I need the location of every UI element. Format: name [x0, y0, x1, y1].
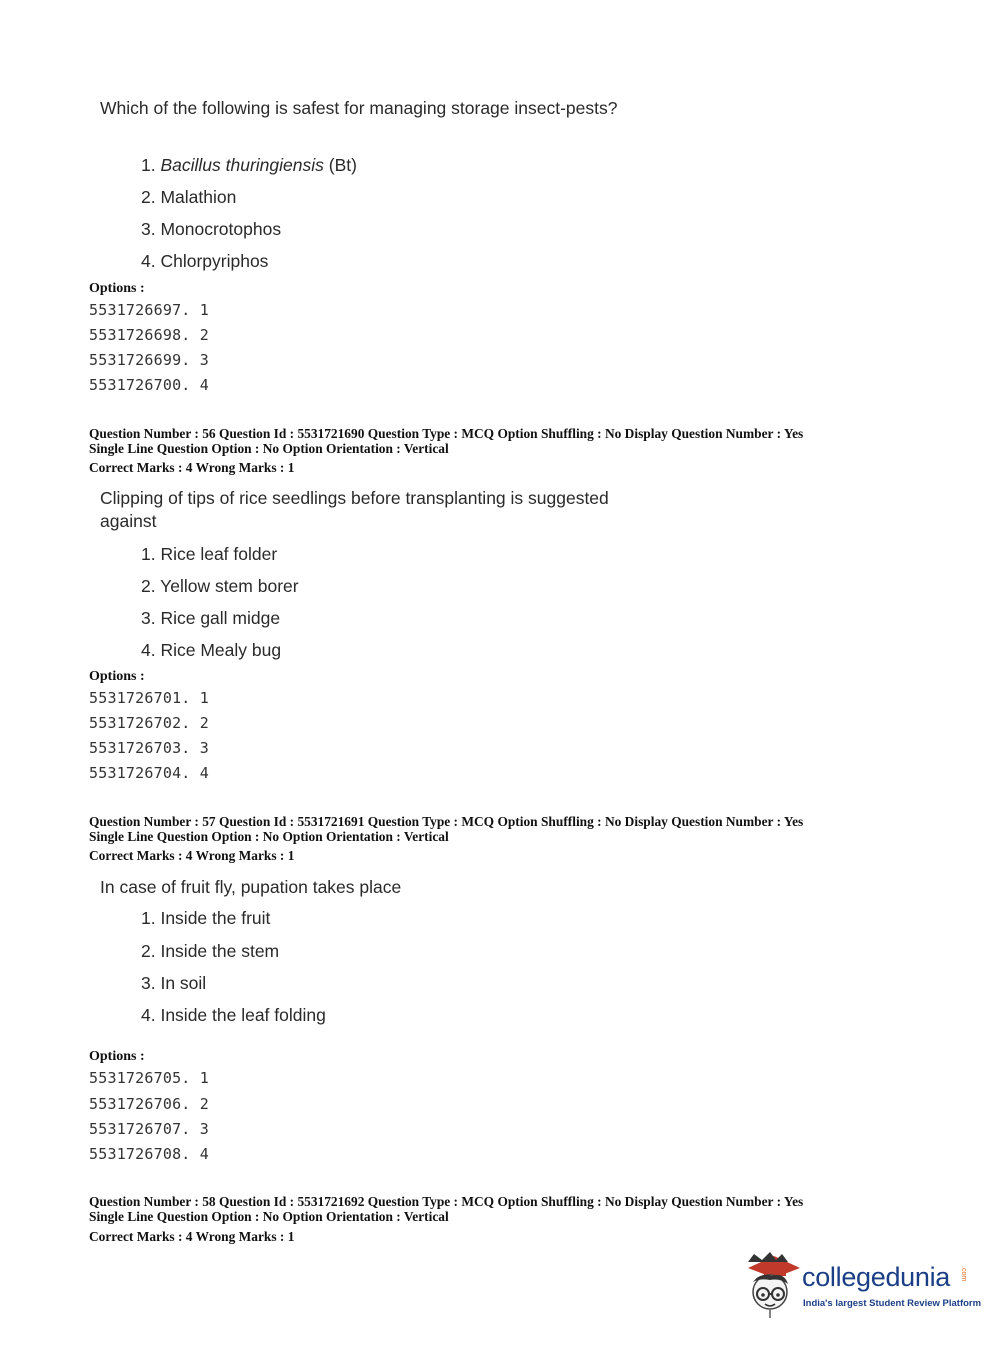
- option-id: 5531726708. 4: [89, 1145, 209, 1163]
- question-meta-line1: Question Number : 57 Question Id : 5531721691 Question Type : MCQ Option Shuffling : No Display Question Number : Yes: [89, 814, 804, 829]
- choice-2: 2. Malathion: [141, 187, 237, 207]
- logo-tagline: India's largest Student Review Platform: [803, 1298, 982, 1309]
- choice-2: 2. Yellow stem borer: [141, 576, 299, 596]
- question-text: Which of the following is safest for managing storage insect-pests?: [100, 98, 618, 118]
- question-text: Clipping of tips of rice seedlings before transplanting is suggested against: [100, 488, 609, 531]
- choice-3: 3. Rice gall midge: [141, 608, 281, 628]
- choice-1: 1. Rice leaf folder: [141, 544, 278, 564]
- option-id: 5531726702. 2: [89, 714, 209, 732]
- question-marks: Correct Marks : 4 Wrong Marks : 1: [89, 848, 295, 863]
- question-meta-line2: Single Line Question Option : No Option Orientation : Vertical: [89, 1209, 449, 1224]
- choice-3: 3. In soil: [141, 973, 207, 993]
- question-marks: Correct Marks : 4 Wrong Marks : 1: [89, 460, 295, 475]
- choice-2: 2. Inside the stem: [141, 941, 280, 961]
- choice-1: 1. Bacillus thuringiensis (Bt): [141, 155, 357, 175]
- mascot-icon: [740, 1250, 802, 1320]
- option-id: 5531726700. 4: [89, 376, 209, 394]
- collegedunia-logo: [740, 1250, 982, 1320]
- option-id: 5531726698. 2: [89, 326, 209, 344]
- question-meta-line2: Single Line Question Option : No Option Orientation : Vertical: [89, 829, 449, 844]
- options-label: Options :: [89, 1049, 145, 1064]
- question-meta-line2: Single Line Question Option : No Option Orientation : Vertical: [89, 441, 449, 456]
- choice-4: 4. Inside the leaf folding: [141, 1005, 326, 1025]
- option-id: 5531726699. 3: [89, 351, 209, 369]
- option-id: 5531726704. 4: [89, 764, 209, 782]
- option-id: 5531726697. 1: [89, 301, 209, 319]
- logo-com: .com: [960, 1266, 967, 1282]
- options-label: Options :: [89, 281, 145, 296]
- logo-wordmark: collegedunia: [802, 1262, 951, 1292]
- options-label: Options :: [89, 669, 145, 684]
- option-id: 5531726705. 1: [89, 1069, 209, 1087]
- choice-1: 1. Inside the fruit: [141, 908, 271, 928]
- choice-4: 4. Rice Mealy bug: [141, 640, 282, 660]
- question-meta-line1: Question Number : 58 Question Id : 5531721692 Question Type : MCQ Option Shuffling : No Display Question Number : Yes: [89, 1194, 804, 1209]
- question-meta-line1: Question Number : 56 Question Id : 5531721690 Question Type : MCQ Option Shuffling : No Display Question Number : Yes: [89, 426, 804, 441]
- choice-3: 3. Monocrotophos: [141, 219, 282, 239]
- option-id: 5531726701. 1: [89, 689, 209, 707]
- question-text: In case of fruit fly, pupation takes place: [100, 877, 402, 897]
- option-id: 5531726707. 3: [89, 1120, 209, 1138]
- choice-4: 4. Chlorpyriphos: [141, 251, 269, 271]
- option-id: 5531726706. 2: [89, 1095, 209, 1113]
- question-marks: Correct Marks : 4 Wrong Marks : 1: [89, 1229, 295, 1244]
- option-id: 5531726703. 3: [89, 739, 209, 757]
